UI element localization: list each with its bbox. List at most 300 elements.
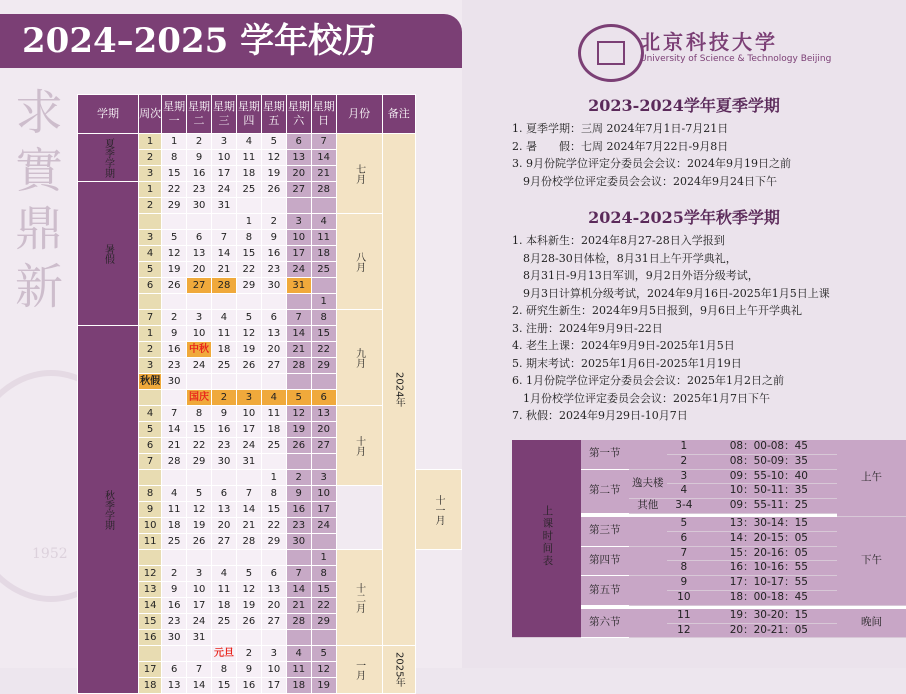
week-number [139,550,162,566]
calendar-day: 9 [236,662,261,678]
list-item: 2. 研究生新生：2024年9月5日报到，9月6日上午开学典礼 [512,304,802,317]
section-label: 第五节 [581,576,629,606]
header-wed: 星期三 [212,95,237,134]
period-number: 7 [667,546,701,561]
calendar-day: 15 [162,166,187,182]
calendar-day: 3 [261,646,286,662]
calendar-day: 7 [212,230,237,246]
calendar-day: 16 [162,342,187,358]
calendar-day: 国庆 [187,390,212,406]
calendar-day: 9 [162,582,187,598]
calendar-day: 16 [187,166,212,182]
week-number: 2 [139,150,162,166]
week-number: 7 [139,454,162,470]
calendar-day: 30 [286,534,311,550]
week-number: 11 [139,534,162,550]
section-label: 第三节 [581,517,629,546]
watermark-logo-icon: 1952 [0,370,142,602]
calendar-day: 29 [311,614,336,630]
calendar-day: 25 [162,534,187,550]
calendar-day: 18 [212,598,237,614]
calendar-day [311,454,336,470]
calendar-day: 13 [261,326,286,342]
calendar-day: 23 [286,518,311,534]
calendar-day: 30 [162,374,187,390]
month-label: 十月 [336,406,382,486]
page-title: 2024–2025 学年校历 [22,21,377,61]
calendar-day: 23 [162,358,187,374]
calendar-day: 19 [311,678,336,694]
list-item: 8月31日-9月13日军训，9月2日外语分级考试， [512,269,759,282]
period-time: 08：00-08：45 [701,440,837,454]
period-time: 10：50-11：35 [701,484,837,499]
calendar-day: 15 [187,422,212,438]
calendar-day: 20 [261,342,286,358]
calendar-day [212,374,237,390]
calendar-day: 22 [236,262,261,278]
week-number: 6 [139,438,162,454]
period-am: 上午 [837,440,906,517]
calendar-day [286,550,311,566]
calendar-day [311,630,336,646]
calendar-day: 6 [212,486,237,502]
week-number: 13 [139,582,162,598]
period-number: 1 [667,440,701,454]
calendar-day: 20 [212,518,237,534]
calendar-day: 3 [187,566,212,582]
calendar-day [162,214,187,230]
calendar-day: 1 [311,550,336,566]
month-label: 十一月 [415,470,461,550]
calendar-day [286,630,311,646]
calendar-day: 14 [162,422,187,438]
calendar-day: 9 [261,230,286,246]
summer-term-heading: 2023-2024学年夏季学期 [588,96,780,115]
calendar-day [236,470,261,486]
calendar-day: 7 [286,310,311,326]
calendar-day: 11 [236,150,261,166]
calendar-day [286,198,311,214]
calendar-day: 15 [212,678,237,694]
calendar-day: 17 [286,246,311,262]
section-label: 第六节 [581,609,629,638]
calendar-day: 9 [212,406,237,422]
calendar-day: 3 [212,134,237,150]
calendar-day: 17 [236,422,261,438]
calendar-day: 13 [187,246,212,262]
calendar-day: 21 [286,598,311,614]
autumn-term-list [512,232,830,425]
calendar-day: 27 [261,358,286,374]
week-number [139,294,162,310]
period-time: 08：50-09：35 [701,454,837,469]
week-number: 3 [139,230,162,246]
calendar-day: 16 [286,502,311,518]
week-number: 秋假 [139,374,162,390]
calendar-day: 16 [212,422,237,438]
calendar-day [311,198,336,214]
calendar-day [311,534,336,550]
calendar-day: 17 [261,678,286,694]
calendar-day: 8 [236,230,261,246]
school-calendar-table [77,94,462,694]
calendar-day: 14 [286,582,311,598]
calendar-day: 10 [311,486,336,502]
calendar-day: 17 [311,502,336,518]
calendar-day: 元旦 [212,646,237,662]
calendar-day: 19 [286,422,311,438]
calendar-day: 3 [311,470,336,486]
calendar-day: 11 [162,502,187,518]
calendar-day: 24 [311,518,336,534]
calendar-day: 5 [236,566,261,582]
header-mon: 星期一 [162,95,187,134]
calendar-day: 2 [286,470,311,486]
calendar-day: 14 [212,246,237,262]
calendar-day [187,214,212,230]
calendar-day: 1 [236,214,261,230]
week-number: 4 [139,246,162,262]
calendar-day: 7 [187,662,212,678]
list-item: 8月28-30日体检，8月31日上午开学典礼， [512,251,737,265]
period-time: 09：55-11：25 [701,499,837,514]
week-number [139,390,162,406]
calendar-day: 11 [212,326,237,342]
calendar-day: 21 [162,438,187,454]
calendar-day [187,470,212,486]
calendar-day: 4 [236,134,261,150]
calendar-day: 12 [261,150,286,166]
week-number: 10 [139,518,162,534]
list-item: 5. 期末考试：2025年1月6日-2025年1月19日 [512,356,742,370]
calendar-day: 23 [187,182,212,198]
calendar-day [286,374,311,390]
calendar-day [261,630,286,646]
university-name: 北京科技大学 [640,30,778,54]
calendar-day: 8 [212,662,237,678]
calendar-day: 26 [286,438,311,454]
calendar-day [236,550,261,566]
calendar-day [212,294,237,310]
period-number: 3-4 [667,499,701,514]
calendar-day: 18 [311,246,336,262]
week-number: 6 [139,278,162,294]
month-label: 十二月 [336,550,382,646]
week-number: 4 [139,406,162,422]
calendar-day [212,630,237,646]
calendar-day: 15 [311,582,336,598]
calendar-day: 11 [261,406,286,422]
period-time: 20：20-21：05 [701,623,837,638]
calendar-day: 1 [261,470,286,486]
calendar-day: 26 [187,534,212,550]
calendar-day: 10 [187,326,212,342]
header-tue: 星期二 [187,95,212,134]
title-bar [0,14,462,68]
header-week: 周次 [139,95,162,134]
calendar-day: 15 [261,502,286,518]
calendar-day: 21 [236,518,261,534]
calendar-day: 2 [261,214,286,230]
period-number: 3 [667,469,701,484]
calendar-day: 19 [187,518,212,534]
calendar-day: 29 [236,278,261,294]
calendar-day: 3 [286,214,311,230]
calendar-day: 27 [311,438,336,454]
period-number: 9 [667,576,701,591]
week-number: 5 [139,422,162,438]
schedule-label [512,440,581,638]
header-sat: 星期六 [286,95,311,134]
month-label: 七月 [336,134,382,214]
week-number: 3 [139,358,162,374]
list-item: 1. 夏季学期：三周 2024年7月1日-7月21日 [512,122,729,135]
calendar-day: 2 [187,134,212,150]
week-number: 16 [139,630,162,646]
calendar-day: 17 [187,598,212,614]
calendar-day [261,374,286,390]
term-label: 秋季学期 [78,326,139,694]
header-fri: 星期五 [261,95,286,134]
calendar-day: 2 [162,310,187,326]
calendar-day: 8 [311,566,336,582]
list-item: 7. 秋假：2024年9月29日-10月7日 [512,409,688,422]
calendar-day: 5 [261,134,286,150]
list-item: 9月3日计算机分级考试，2024年9月16日-2025年1月5日上课 [512,286,830,300]
year-note: 2024年 [382,134,415,646]
list-item: 4. 老生上课：2024年9月9日-2025年1月5日 [512,339,735,352]
calendar-day: 9 [162,326,187,342]
period-number: 8 [667,561,701,576]
week-number: 3 [139,166,162,182]
calendar-day: 13 [311,406,336,422]
calendar-day [236,198,261,214]
calendar-day: 11 [212,582,237,598]
calendar-day: 15 [236,246,261,262]
calendar-day: 30 [162,630,187,646]
calendar-day: 14 [311,150,336,166]
calendar-day: 29 [311,358,336,374]
period-time: 09：55-10：40 [701,469,837,484]
calendar-day: 7 [311,134,336,150]
calendar-day: 8 [187,406,212,422]
calendar-day: 10 [286,230,311,246]
week-number: 2 [139,342,162,358]
calendar-day: 4 [212,310,237,326]
calendar-day [286,294,311,310]
calendar-day: 19 [261,166,286,182]
section-label: 第二节 [581,469,629,513]
calendar-day: 25 [311,262,336,278]
calendar-day: 19 [236,342,261,358]
calendar-day: 31 [286,278,311,294]
calendar-day: 27 [261,614,286,630]
week-number [139,214,162,230]
calendar-day: 29 [187,454,212,470]
week-number [139,470,162,486]
calendar-day [212,214,237,230]
calendar-day [261,550,286,566]
calendar-day: 9 [187,150,212,166]
week-number: 8 [139,486,162,502]
period-pm: 下午 [837,517,906,605]
calendar-row [78,134,462,150]
calendar-day: 24 [236,438,261,454]
week-number [139,646,162,662]
period-number: 4 [667,484,701,499]
period-number: 12 [667,623,701,638]
autumn-term-heading: 2024-2025学年秋季学期 [588,208,780,227]
calendar-day: 15 [311,326,336,342]
calendar-day: 6 [187,230,212,246]
week-number: 1 [139,134,162,150]
calendar-day: 30 [261,278,286,294]
header-term: 学期 [78,95,139,134]
summer-term-list [512,120,791,190]
period-number: 2 [667,454,701,469]
month-label: 八月 [336,214,382,310]
list-item: 1月份校学位评定委员会会议：2025年1月7日下午 [512,391,770,405]
calendar-day: 12 [187,502,212,518]
calendar-day: 11 [286,662,311,678]
calendar-day: 27 [212,534,237,550]
calendar-day: 24 [212,182,237,198]
calendar-day: 26 [236,358,261,374]
calendar-day: 21 [212,262,237,278]
calendar-day: 2 [162,566,187,582]
calendar-day: 22 [261,518,286,534]
calendar-day [286,454,311,470]
calendar-day: 31 [212,198,237,214]
calendar-day: 31 [236,454,261,470]
calendar-day [212,470,237,486]
calendar-day: 16 [236,678,261,694]
calendar-day: 25 [261,438,286,454]
calendar-day: 10 [212,150,237,166]
calendar-day: 26 [236,614,261,630]
calendar-day: 6 [261,310,286,326]
calendar-day: 18 [162,518,187,534]
calendar-day: 10 [236,406,261,422]
period-number: 10 [667,590,701,605]
period-time: 13：30-14：15 [701,517,837,531]
section-label: 第四节 [581,546,629,576]
calendar-day: 23 [261,262,286,278]
calendar-day: 14 [286,326,311,342]
calendar-day [261,454,286,470]
period-time: 16：10-16：55 [701,561,837,576]
list-item: 9月份校学位评定委员会会议：2024年9月24日下午 [512,174,777,188]
header-thu: 星期四 [236,95,261,134]
calendar-day: 8 [311,310,336,326]
calendar-day: 5 [286,390,311,406]
table-row [512,440,906,454]
calendar-day [261,294,286,310]
period-number: 6 [667,531,701,546]
week-number: 9 [139,502,162,518]
calendar-day: 17 [212,166,237,182]
calendar-day: 28 [286,614,311,630]
calendar-day: 26 [162,278,187,294]
schedule-label-text: 上课时间表 [541,505,554,568]
calendar-day: 中秋 [187,342,212,358]
calendar-day: 18 [261,422,286,438]
calendar-day: 18 [286,678,311,694]
building-label: 其他 [629,499,668,514]
header-month: 月份 [336,95,382,134]
calendar-day: 7 [286,566,311,582]
period-time: 19：30-20：15 [701,609,837,623]
week-number: 5 [139,262,162,278]
calendar-day: 5 [187,486,212,502]
calendar-day: 12 [311,662,336,678]
calendar-day: 13 [286,150,311,166]
calendar-day: 14 [187,678,212,694]
calendar-day: 28 [311,182,336,198]
calendar-day: 27 [187,278,212,294]
period-number: 5 [667,517,701,531]
calendar-day: 24 [187,614,212,630]
calendar-day: 19 [236,598,261,614]
week-number: 14 [139,598,162,614]
week-number: 18 [139,678,162,694]
calendar-day [261,198,286,214]
calendar-day [162,470,187,486]
calendar-day: 25 [236,182,261,198]
calendar-day [162,550,187,566]
calendar-day: 4 [311,214,336,230]
university-name-en: University of Science & Technology Beijing [640,54,832,64]
month-label: 九月 [336,310,382,406]
calendar-day: 9 [286,486,311,502]
calendar-day: 23 [212,438,237,454]
calendar-day [311,374,336,390]
calendar-day: 12 [236,582,261,598]
calendar-day: 6 [311,390,336,406]
calendar-day: 20 [261,598,286,614]
calendar-day [162,294,187,310]
calendar-day: 21 [286,342,311,358]
calendar-day: 30 [212,454,237,470]
university-logo-icon [578,24,644,82]
calendar-day: 12 [286,406,311,422]
year-note: 2025年 [382,646,415,694]
week-number: 2 [139,198,162,214]
week-number: 1 [139,326,162,342]
calendar-day: 29 [261,534,286,550]
calendar-day: 21 [311,166,336,182]
calendar-day: 7 [162,406,187,422]
calendar-day: 13 [261,582,286,598]
calendar-day: 16 [261,246,286,262]
calendar-day: 28 [236,534,261,550]
month-label: 一月 [336,646,382,694]
calendar-day: 18 [236,166,261,182]
period-time: 17：10-17：55 [701,576,837,591]
calendar-day [311,278,336,294]
calendar-day: 13 [212,502,237,518]
list-item: 3. 9月份院学位评定分委员会会议：2024年9月19日之前 [512,157,791,170]
calendar-day: 22 [311,598,336,614]
list-item: 3. 注册：2024年9月9日-22日 [512,321,663,335]
calendar-day: 7 [236,486,261,502]
calendar-day: 4 [261,390,286,406]
class-schedule-table [512,440,906,638]
week-number: 12 [139,566,162,582]
calendar-day [212,550,237,566]
period-eve: 晚间 [837,609,906,638]
period-time: 15：20-16：05 [701,546,837,561]
